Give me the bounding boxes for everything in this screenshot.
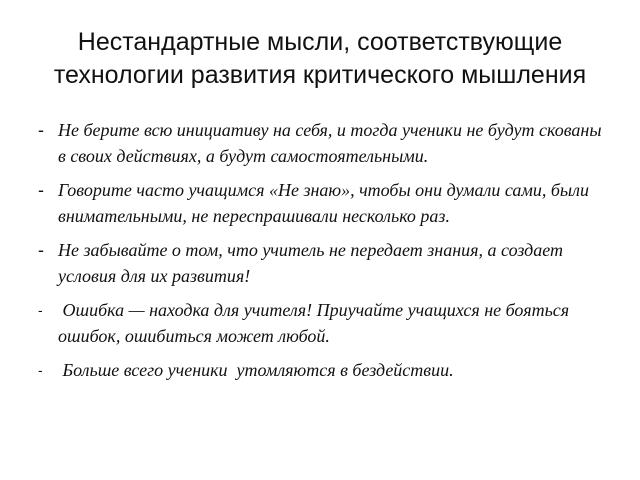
bullet-text: Говорите часто учащимся «Не знаю», чтобы они думали сами, были внимательными, не переспрашивали несколько раз. xyxy=(58,180,589,226)
bullet-item-4 xyxy=(38,297,608,349)
slide-title-line-1: Нестандартные мысли, соответствующие xyxy=(77,28,563,56)
bullet-item-3 xyxy=(38,237,608,289)
bullet-item-5 xyxy=(38,357,608,383)
bullet-text: Ошибка — находка для учителя! Приучайте учащихся не бояться ошибок, ошибиться может любой. xyxy=(58,300,574,346)
bullet-item-2 xyxy=(38,177,608,229)
bullet-text: Не забывайте о том, что учитель не передает знания, а создает условия для их развития! xyxy=(58,240,563,286)
bullet-text: Больше всего ученики утомляются в бездействии. xyxy=(58,360,454,380)
bullet-marker: - xyxy=(38,240,44,260)
bullet-marker: - xyxy=(38,362,43,378)
bullet-marker: - xyxy=(38,180,44,200)
bullet-text: Не берите всю инициативу на себя, и тогда ученики не будут скованы в своих действиях, а будут самостоятельными. xyxy=(58,120,602,166)
bullet-list xyxy=(38,117,608,391)
bullet-item-1 xyxy=(38,117,608,169)
slide-title xyxy=(20,26,620,92)
slide-title-line-2: технологии развития критического мышления xyxy=(53,61,587,89)
bullet-marker: - xyxy=(38,302,43,318)
bullet-marker: - xyxy=(38,120,44,140)
